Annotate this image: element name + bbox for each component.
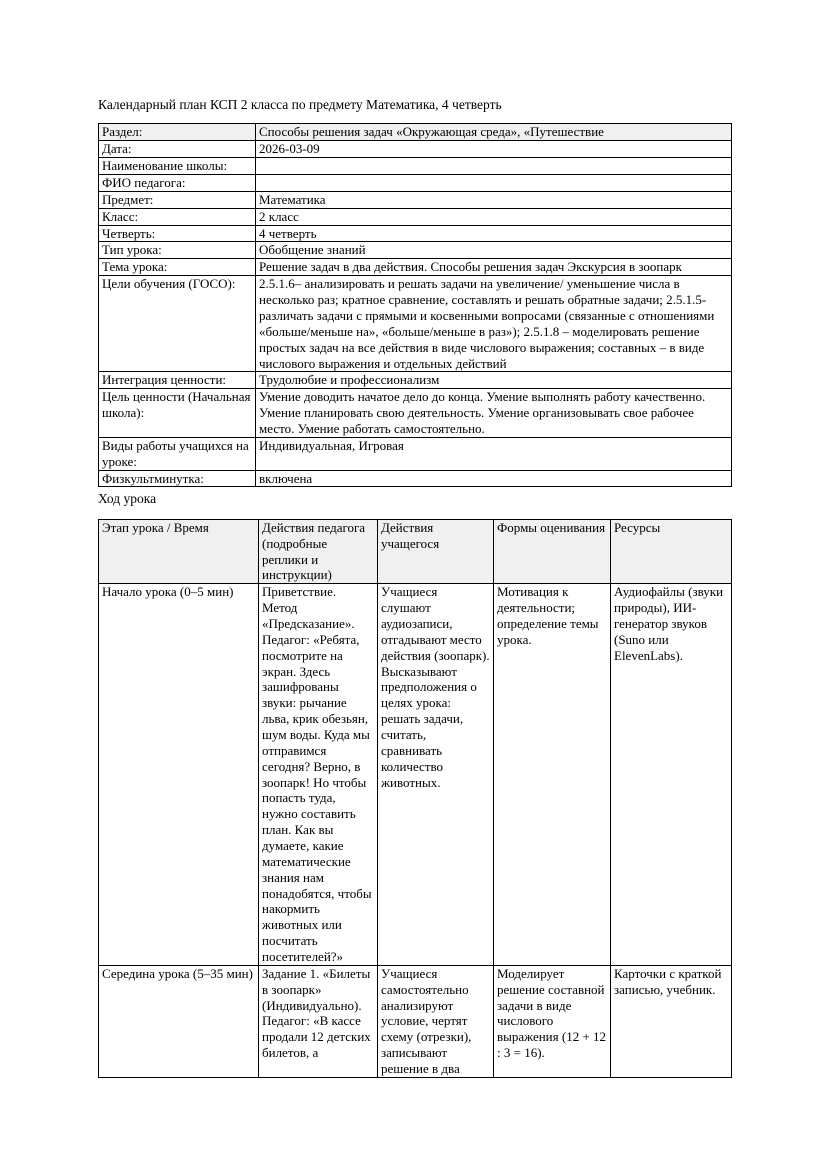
table-row <box>99 141 732 158</box>
table-row <box>99 372 732 389</box>
header-cell-stage: Этап урока / Время <box>99 519 259 583</box>
student-actions-cell: Учащиеся слушают аудиозаписи, отгадывают место действия (зоопарк). Высказывают предположения о целях урока: решать задачи, считать, сравнивать количество животных. <box>378 584 494 966</box>
row-label-cell: Раздел: <box>99 124 256 141</box>
lesson-table <box>98 519 732 1078</box>
row-value-cell: Решение задач в два действия. Способы решения задач Экскурсия в зоопарк <box>256 259 732 276</box>
document-content <box>98 97 731 1078</box>
header-cell-resources: Ресурсы <box>611 519 732 583</box>
row-value-cell <box>256 175 732 192</box>
table-row <box>99 584 732 966</box>
stage-cell: Начало урока (0–5 мин) <box>99 584 259 966</box>
page-title: Календарный план КСП 2 класса по предмету Математика, 4 четверть <box>98 97 502 112</box>
row-label-cell: Дата: <box>99 141 256 158</box>
table-row <box>99 175 732 192</box>
table-row <box>99 259 732 276</box>
student-actions-cell: Учащиеся самостоятельно анализируют условие, чертят схему (отрезки), записывают решение в два <box>378 965 494 1077</box>
assessment-cell: Мотивация к деятельности; определение темы урока. <box>494 584 611 966</box>
row-value-cell: Трудолюбие и профессионализм <box>256 372 732 389</box>
resources-cell: Карточки с краткой записью, учебник. <box>611 965 732 1077</box>
row-value-cell <box>256 158 732 175</box>
row-label-cell: Четверть: <box>99 225 256 242</box>
row-label-cell: Тема урока: <box>99 259 256 276</box>
row-label-cell: Виды работы учащихся на уроке: <box>99 437 256 470</box>
table-row <box>99 208 732 225</box>
table-row <box>99 470 732 487</box>
row-value-cell: 2.5.1.6– анализировать и решать задачи на увеличение/ уменьшение числа в несколько раз; кратное сравнение, составлять и решать обратные задачи; 2.5.1.5-различать задачи с прямыми и косвенными вопросами (связанные с отношениями «больше/меньше на», «больше/меньше в раз»); 2.5.1.8 – моделировать решение простых задач на все действия в виде числового выражения; составных – в виде числового выражения и отдельных действий <box>256 276 732 372</box>
row-value-cell: включена <box>256 470 732 487</box>
row-label-cell: Предмет: <box>99 191 256 208</box>
table-row <box>99 437 732 470</box>
row-label-cell: Наименование школы: <box>99 158 256 175</box>
lesson-table-header-row <box>99 519 732 583</box>
row-value-cell: Математика <box>256 191 732 208</box>
table-row <box>99 158 732 175</box>
row-value-cell: Умение доводить начатое дело до конца. Умение выполнять работу качественно. Умение планировать свою деятельность. Умение организовывать свое рабочее место. Умение работать самостоятельно. <box>256 389 732 438</box>
row-label-cell: Физкультминутка: <box>99 470 256 487</box>
row-label-cell: ФИО педагога: <box>99 175 256 192</box>
table-row <box>99 124 732 141</box>
table-row <box>99 389 732 438</box>
table-row <box>99 225 732 242</box>
stage-cell: Середина урока (5–35 мин) <box>99 965 259 1077</box>
teacher-actions-cell: Задание 1. «Билеты в зоопарк» (Индивидуально). Педагог: «В кассе продали 12 детских билетов, а <box>259 965 378 1077</box>
assessment-cell: Моделирует решение составной задачи в виде числового выражения (12 + 12 : 3 = 16). <box>494 965 611 1077</box>
row-label-cell: Цели обучения (ГОСО): <box>99 276 256 372</box>
header-cell-teacher-actions: Действия педагога (подробные реплики и инструкции) <box>259 519 378 583</box>
header-cell-student-actions: Действия учащегося <box>378 519 494 583</box>
row-value-cell: Обобщение знаний <box>256 242 732 259</box>
row-value-cell: 4 четверть <box>256 225 732 242</box>
row-label-cell: Класс: <box>99 208 256 225</box>
table-row <box>99 242 732 259</box>
table-row <box>99 276 732 372</box>
section-heading: Ход урока <box>98 491 157 507</box>
row-label-cell: Цель ценности (Начальная школа): <box>99 389 256 438</box>
row-label-cell: Интеграция ценности: <box>99 372 256 389</box>
header-cell-assessment: Формы оценивания <box>494 519 611 583</box>
info-table <box>98 123 732 487</box>
row-value-cell: Способы решения задач «Окружающая среда», «Путешествие <box>256 124 732 141</box>
row-value-cell: 2 класс <box>256 208 732 225</box>
resources-cell: Аудиофайлы (звуки природы), ИИ-генератор звуков (Suno или ElevenLabs). <box>611 584 732 966</box>
row-value-cell: 2026-03-09 <box>256 141 732 158</box>
teacher-actions-cell: Приветствие. Метод «Предсказание». Педагог: «Ребята, посмотрите на экран. Здесь зашифрованы звуки: рычание льва, крик обезьян, шум воды. Куда мы отправимся сегодня? Верно, в зоопарк! Но чтобы попасть туда, нужно составить план. Как вы думаете, какие математические знания нам понадобятся, чтобы накормить животных или посчитать посетителей?» <box>259 584 378 966</box>
table-row <box>99 191 732 208</box>
table-row <box>99 965 732 1077</box>
row-label-cell: Тип урока: <box>99 242 256 259</box>
row-value-cell: Индивидуальная, Игровая <box>256 437 732 470</box>
